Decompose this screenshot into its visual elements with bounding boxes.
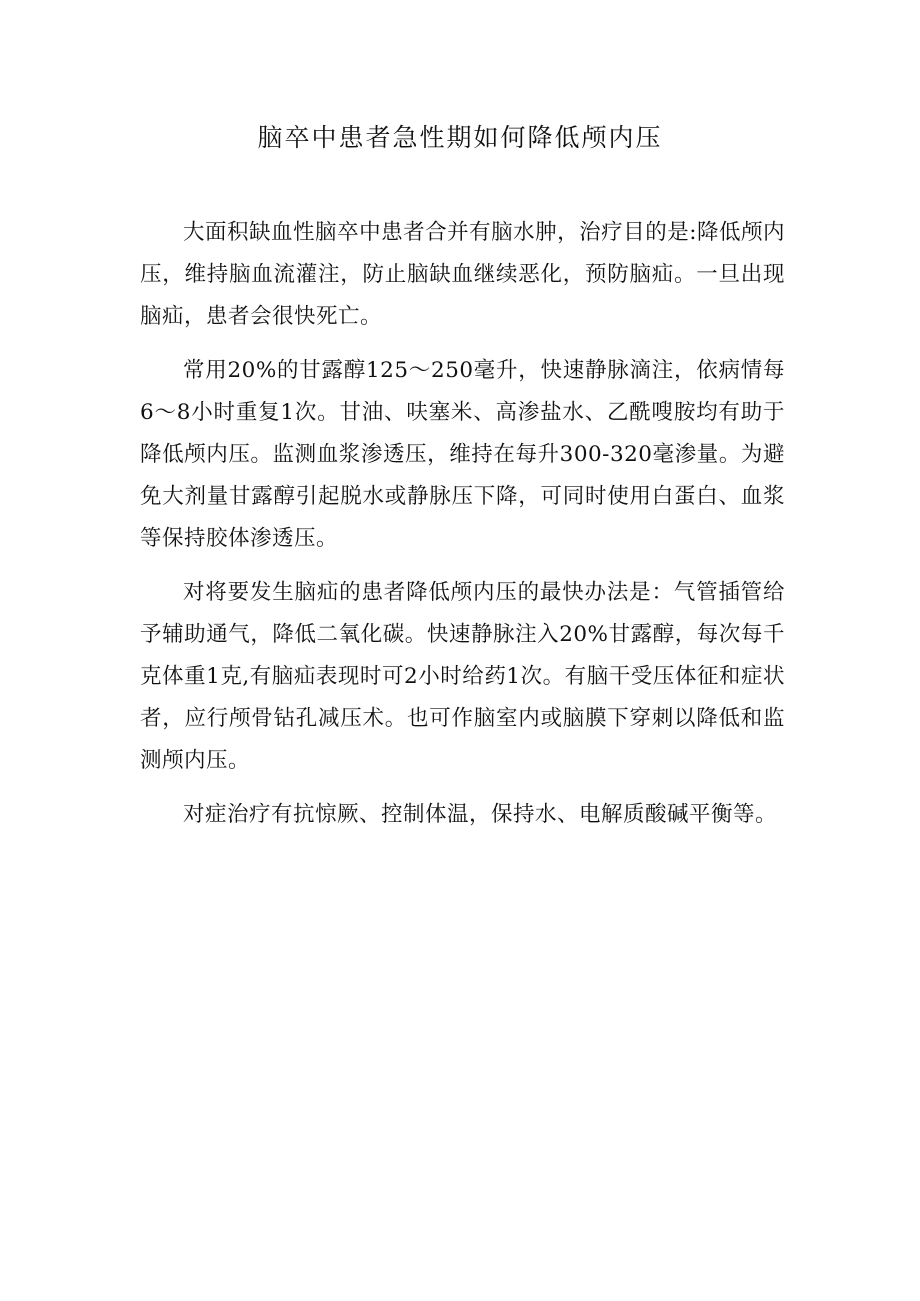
paragraph-2: 常用20%的甘露醇125～250毫升，快速静脉滴注，依病情每6～8小时重复1次。甘油、呋塞米、高渗盐水、乙酰嗖胺均有助于降低颅内压。监测血浆渗透压，维持在每升300-320毫渗量。为避免大剂量甘露醇引起脱水或静脉压下降，可同时使用白蛋白、血浆等保持胶体渗透压。 <box>140 358 785 551</box>
document-title: 脑卒中患者急性期如何降低颅内压 <box>257 123 663 152</box>
paragraph-3: 对将要发生脑疝的患者降低颅内压的最快办法是：气管插管给予辅助通气，降低二氧化碳。快速静脉注入20%甘露醇，每次每千克体重1克,有脑疝表现时可2小时给药1次。有脑干受压体征和症状者，应行颅骨钻孔减压术。也可作脑室内或脑膜下穿刺以降低和监测颅内压。 <box>140 580 785 773</box>
document-body <box>140 212 785 848</box>
paragraph-4: 对症治疗有抗惊厥、控制体温，保持水、电解质酸碱平衡等。 <box>183 802 778 827</box>
paragraph-1: 大面积缺血性脑卒中患者合并有脑水肿，治疗目的是:降低颅内压，维持脑血流灌注，防止脑缺血继续恶化，预防脑疝。一旦出现脑疝，患者会很快死亡。 <box>140 220 785 329</box>
